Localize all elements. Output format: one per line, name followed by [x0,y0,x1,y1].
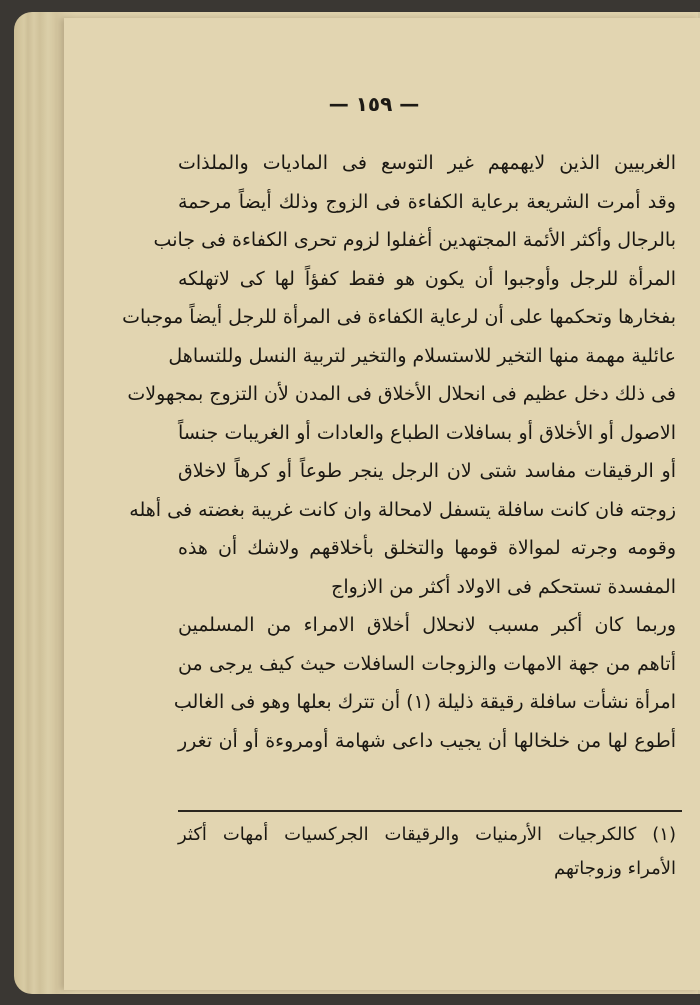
text-line-3: بالرجال وأكثر الأئمة المجتهدين أغفلوا لزوم تحرى الكفاءة فى جانب [153,229,676,251]
text-line-5: بفخارها وتحكمها على أن لرعاية الكفاءة فى المرأة للرجل أيضاً موجبات [122,306,676,328]
text-line-12: المفسدة تستحكم فى الاولاد أكثر من الازواج [331,575,676,598]
text-line-7: فى ذلك دخل عظيم فى انحلال الأخلاق فى المدن لأن التزوج بمجهولات [127,383,676,405]
text-line-15: امرأة نشأت سافلة رقيقة ذليلة (١) أن تترك بعلها وهو فى الغالب [173,691,676,713]
footnote-line-2: الأمراء وزوجاتهم [553,858,676,879]
text-line-6: عائلية مهمة منها التخير للاستسلام والتخير لتربية النسل وللتساهل [168,344,676,367]
footnote-line-1: (١) كالكرجيات الأرمنيات والرقيقات الجركسيات أمهات أكثر [178,824,676,845]
text-line-8: الاصول أو الأخلاق أو بسافلات الطباع والعادات أو الغريبات جنساً [178,421,676,444]
text-line-16: أطوع لها من خلخالها أن يجيب داعى شهامة أومروءة أو أن تغرر [178,729,676,752]
text-line-1: الغربيين الذين لايهمهم غير التوسع فى الماديات والملذات [178,152,676,174]
text-line-13: وربما كان أكبر مسبب لانحلال أخلاق الامراء من المسلمين [178,614,676,636]
text-line-10: زوجته فان كانت سافلة يتسفل لامحالة وان كانت غريبة بغضته فى أهله [129,498,676,521]
footnote [178,818,676,886]
page-number: — ١٥٩ — [328,92,420,116]
text-line-14: أتاهم من جهة الامهات والزوجات السافلات حيث كيف يرجى من [178,652,676,675]
text-line-9: أو الرقيقات مفاسد شتى لان الرجل ينجر طوعاً أو كرهاً لاخلاق [178,460,676,482]
text-line-4: المرأة للرجل وأوجبوا أن يكون هو فقط كفؤاً لها كى لاتهلكه [178,267,676,290]
footnote-divider [178,810,682,812]
text-line-11: وقومه وجرته لموالاة قومها والتخلق بأخلاقهم ولاشك أن هذه [178,537,676,559]
text-line-2: وقد أمرت الشريعة برعاية الكفاءة فى الزوج وذلك أيضاً مرحمة [178,190,676,213]
main-text [122,144,676,760]
